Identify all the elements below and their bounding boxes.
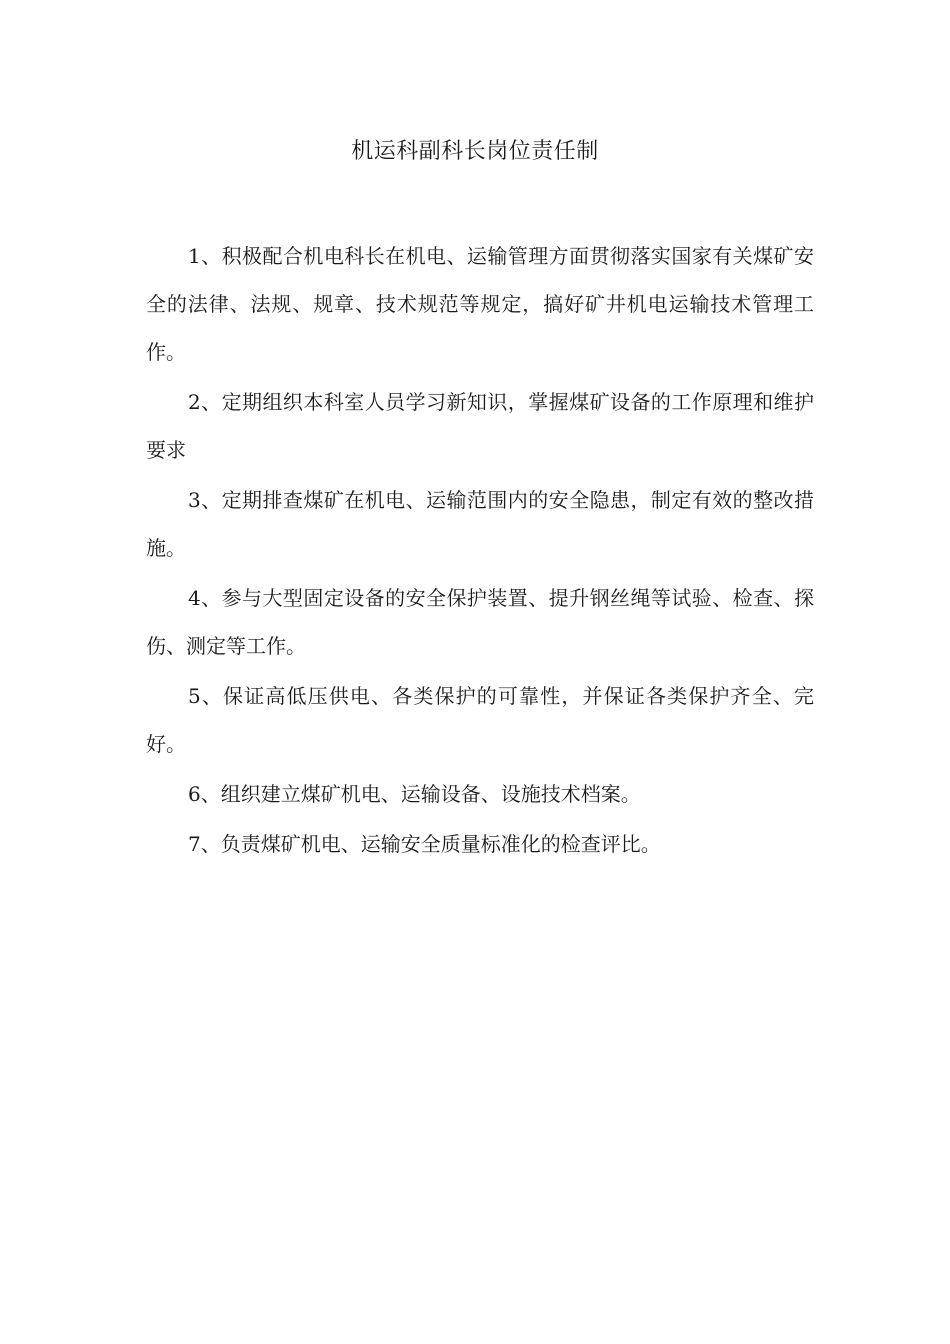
paragraph-7: 7、负责煤矿机电、运输安全质量标准化的检查评比。 xyxy=(188,832,661,856)
paragraph-5: 5、保证高低压供电、各类保护的可靠性，并保证各类保护齐全、完好。 xyxy=(146,684,814,756)
paragraph-4: 4、参与大型固定设备的安全保护装置、提升钢丝绳等试验、检查、探伤、测定等工作。 xyxy=(146,586,814,658)
paragraph-2: 2、定期组织本科室人员学习新知识，掌握煤矿设备的工作原理和维护要求 xyxy=(146,390,814,462)
paragraph-3: 3、定期排查煤矿在机电、运输范围内的安全隐患，制定有效的整改措施。 xyxy=(146,488,814,560)
paragraph-6: 6、组织建立煤矿机电、运输设备、设施技术档案。 xyxy=(188,782,641,806)
paragraph-1: 1、积极配合机电科长在机电、运输管理方面贯彻落实国家有关煤矿安全的法律、法规、规章、技术规范等规定，搞好矿井机电运输技术管理工作。 xyxy=(146,244,814,364)
document-title: 机运科副科长岗位责任制 xyxy=(351,139,599,164)
document-body xyxy=(146,232,814,870)
